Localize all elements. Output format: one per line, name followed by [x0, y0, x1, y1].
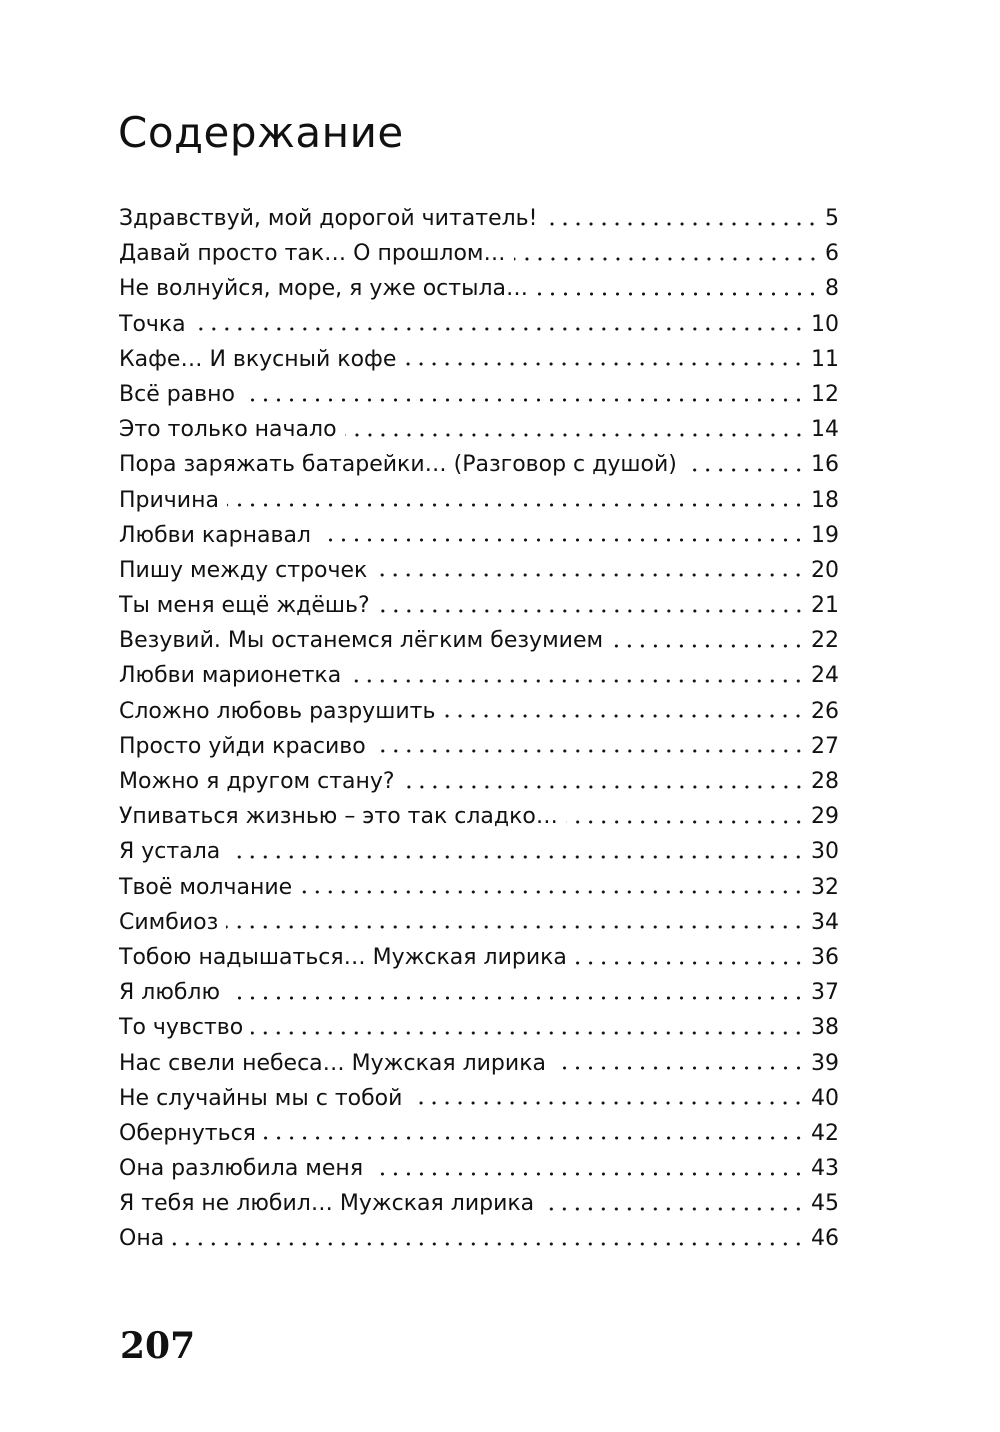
toc-entry-page: 45	[811, 1191, 839, 1217]
toc-dot-leader	[319, 538, 805, 542]
toc-entry-page: 5	[825, 206, 839, 231]
toc-entry[interactable]	[119, 1221, 839, 1256]
toc-entry[interactable]	[119, 201, 839, 236]
toc-entry-page: 32	[811, 874, 839, 900]
toc-entry-title: Давай просто так… О прошлом…	[119, 241, 506, 267]
page-number: 207	[120, 1325, 196, 1367]
toc-entry-title: Обернуться	[119, 1120, 256, 1146]
toc-entry-page: 34	[811, 909, 839, 935]
toc-entry[interactable]	[119, 236, 839, 271]
toc-entry[interactable]	[119, 271, 839, 306]
toc-entry-title: Упиваться жизнью – это так сладко…	[119, 804, 558, 830]
toc-entry[interactable]	[119, 975, 839, 1010]
toc-entry[interactable]	[119, 1116, 839, 1151]
toc-entry-page: 21	[811, 593, 839, 619]
toc-entry-page: 26	[811, 698, 839, 724]
toc-entry[interactable]	[119, 483, 839, 518]
toc-dot-leader	[575, 961, 805, 965]
toc-dot-leader	[227, 503, 805, 507]
toc-entry[interactable]	[119, 553, 839, 588]
toc-dot-leader	[251, 1031, 805, 1035]
toc-entry-title: Всё равно	[119, 381, 235, 407]
toc-entry[interactable]	[119, 940, 839, 975]
toc-entry[interactable]	[119, 342, 839, 377]
toc-dot-leader	[349, 679, 805, 683]
toc-entry-title: Она	[119, 1226, 165, 1252]
toc-entry[interactable]	[119, 1046, 839, 1081]
toc-entry[interactable]	[119, 905, 839, 940]
toc-entry-page: 42	[811, 1120, 839, 1146]
table-of-contents	[119, 201, 839, 1257]
toc-entry[interactable]	[119, 799, 839, 834]
toc-entry-title: Нас свели небеса… Мужская лирика	[119, 1050, 546, 1076]
toc-entry-title: Сложно любовь разрушить	[119, 698, 436, 724]
toc-entry-page: 39	[811, 1050, 839, 1076]
toc-entry[interactable]	[119, 764, 839, 799]
toc-dot-leader	[375, 573, 805, 577]
toc-entry-page: 8	[825, 276, 839, 302]
toc-entry-title: Везувий. Мы останемся лёгким безумием	[119, 628, 604, 654]
toc-dot-leader	[264, 1136, 805, 1140]
toc-entry-title: Просто уйди красиво	[119, 733, 366, 759]
toc-entry-page: 37	[811, 980, 839, 1006]
toc-entry-page: 18	[811, 487, 839, 513]
toc-dot-leader	[371, 1172, 805, 1176]
toc-entry[interactable]	[119, 518, 839, 553]
toc-entry-page: 16	[811, 452, 839, 478]
toc-dot-leader	[514, 257, 819, 261]
toc-entry-page: 38	[811, 1015, 839, 1041]
toc-entry[interactable]	[119, 834, 839, 869]
toc-dot-leader	[345, 433, 805, 437]
toc-dot-leader	[685, 468, 805, 472]
toc-dot-leader	[172, 1242, 805, 1246]
toc-dot-leader	[443, 714, 805, 718]
toc-entry-page: 11	[811, 346, 839, 372]
toc-entry-page: 20	[811, 557, 839, 583]
toc-dot-leader	[378, 609, 805, 613]
toc-entry-title: Я люблю	[119, 980, 221, 1006]
page-title: Содержание	[118, 108, 404, 157]
toc-dot-leader	[554, 1066, 805, 1070]
toc-dot-leader	[228, 996, 805, 1000]
toc-dot-leader	[566, 820, 805, 824]
toc-dot-leader	[404, 362, 805, 366]
toc-entry[interactable]	[119, 729, 839, 764]
toc-entry-title: Я тебя не любил… Мужская лирика	[119, 1191, 535, 1217]
toc-entry-page: 14	[811, 417, 839, 443]
toc-entry-title: Она разлюбила меня	[119, 1156, 364, 1182]
toc-dot-leader	[403, 785, 805, 789]
toc-entry-title: Точка	[119, 311, 186, 337]
toc-dot-leader	[545, 222, 819, 226]
toc-entry-page: 22	[811, 628, 839, 654]
toc-entry[interactable]	[119, 623, 839, 658]
toc-entry-page: 6	[825, 241, 839, 267]
toc-entry-title: То чувство	[119, 1015, 244, 1041]
toc-entry[interactable]	[119, 1010, 839, 1045]
toc-dot-leader	[410, 1101, 805, 1105]
toc-entry[interactable]	[119, 588, 839, 623]
toc-entry-page: 12	[811, 381, 839, 407]
toc-dot-leader	[542, 1207, 805, 1211]
toc-entry-title: Не случайны мы с тобой	[119, 1085, 403, 1111]
toc-entry-page: 10	[811, 311, 839, 337]
toc-entry-title: Пишу между строчек	[119, 557, 368, 583]
toc-entry[interactable]	[119, 307, 839, 342]
toc-dot-leader	[194, 327, 805, 331]
toc-entry[interactable]	[119, 412, 839, 447]
toc-entry-title: Можно я другом стану?	[119, 769, 395, 794]
toc-entry-title: Пора заряжать батарейки… (Разговор с душой)	[119, 452, 677, 478]
toc-entry-page: 28	[811, 769, 839, 794]
toc-entry[interactable]	[119, 870, 839, 905]
toc-entry-page: 29	[811, 804, 839, 830]
toc-entry-title: Это только начало	[119, 417, 337, 443]
toc-entry[interactable]	[119, 658, 839, 693]
toc-entry-page: 40	[811, 1085, 839, 1111]
toc-entry-title: Тобою надышаться… Мужская лирика	[119, 944, 567, 970]
toc-entry-title: Кафе… И вкусный кофе	[119, 346, 397, 372]
toc-dot-leader	[228, 855, 805, 859]
toc-entry-title: Симбиоз	[119, 909, 219, 935]
toc-entry[interactable]	[119, 377, 839, 412]
toc-entry-page: 46	[811, 1226, 839, 1252]
toc-entry-page: 43	[811, 1156, 839, 1182]
toc-entry-page: 24	[811, 663, 839, 689]
toc-entry-title: Не волнуйся, море, я уже остыла…	[119, 276, 528, 302]
toc-entry-title: Любви карнавал	[119, 522, 311, 548]
toc-dot-leader	[536, 292, 819, 296]
toc-entry-page: 27	[811, 733, 839, 759]
toc-entry[interactable]	[119, 447, 839, 482]
toc-entry[interactable]	[119, 1081, 839, 1116]
toc-entry-title: Любви марионетка	[119, 663, 342, 689]
toc-entry-page: 19	[811, 522, 839, 548]
toc-entry-page: 36	[811, 944, 839, 970]
toc-dot-leader	[300, 890, 805, 894]
toc-entry-title: Здравствуй, мой дорогой читатель!	[119, 206, 538, 231]
toc-entry-page: 30	[811, 839, 839, 865]
toc-dot-leader	[374, 749, 805, 753]
toc-entry-title: Я устала	[119, 839, 221, 865]
toc-dot-leader	[226, 925, 805, 929]
toc-entry[interactable]	[119, 1186, 839, 1221]
toc-dot-leader	[243, 398, 805, 402]
toc-entry[interactable]	[119, 1151, 839, 1186]
toc-entry-title: Причина	[119, 487, 219, 513]
toc-entry-title: Твоё молчание	[119, 874, 293, 900]
toc-dot-leader	[611, 644, 805, 648]
toc-entry-title: Ты меня ещё ждёшь?	[119, 593, 370, 619]
toc-entry[interactable]	[119, 694, 839, 729]
